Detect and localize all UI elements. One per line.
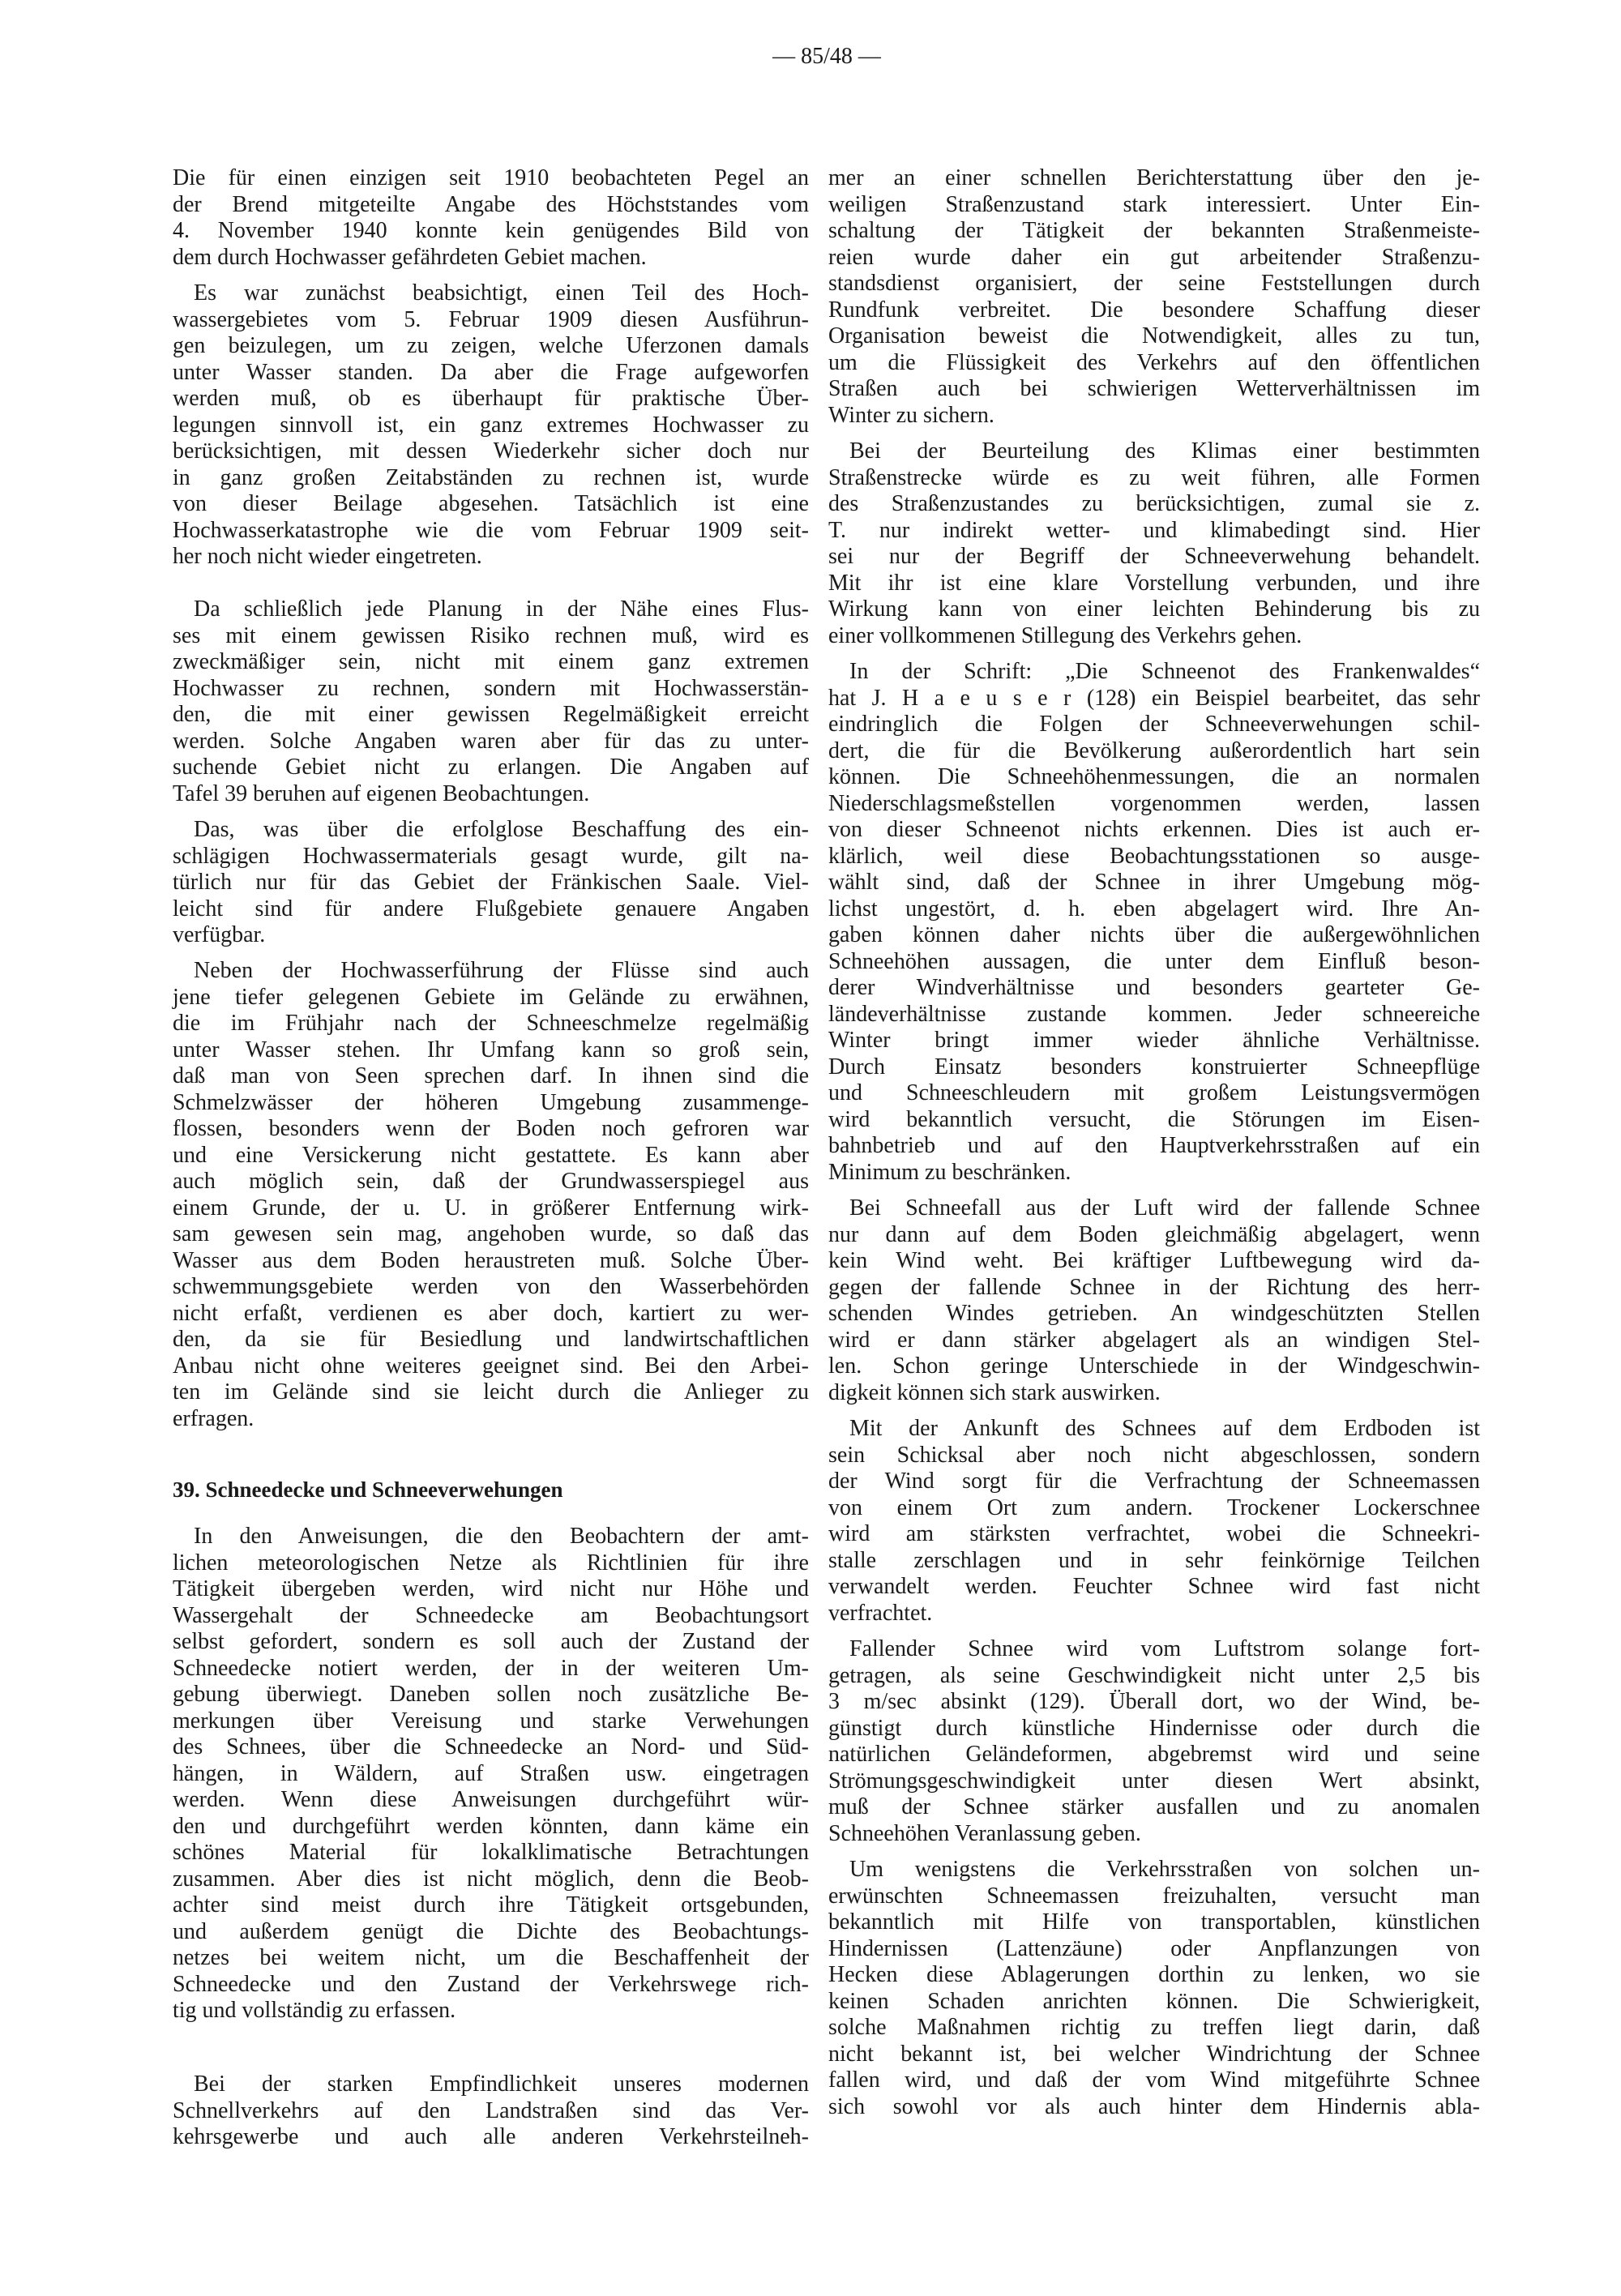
text-line: und eine Versickerung nicht gestattete. Es kann aber [173,1142,809,1168]
paragraph [828,659,1480,1186]
text-line: des Schnees, über die Schneedecke an Nord- und Süd- [173,1734,809,1759]
text-line: getragen, als seine Geschwindigkeit nicht unter 2,5 bis [828,1662,1480,1688]
text-line: unter Wasser stehen. Ihr Umfang kann so groß sein, [173,1037,809,1062]
text-line: schaltung der Tätigkeit der bekannten Straßenmeiste- [828,218,1480,243]
text-line: Um wenigstens die Verkehrsstraßen von solchen un- [849,1857,1480,1882]
text-line: In der Schrift: „Die Schneenot des Frankenwaldes“ [849,659,1480,684]
text-line: flossen, besonders wenn der Boden noch gefroren war [173,1116,809,1141]
text-line: lichst ungestört, d. h. eben abgelagert wird. Ihre An- [828,896,1480,921]
text-line: Durch Einsatz besonders konstruierter Schneepflüge [828,1054,1480,1080]
text-line: einer vollkommenen Stillegung des Verkehrs gehen. [828,622,1302,648]
text-line: um die Flüssigkeit des Verkehrs auf den öffentlichen [828,349,1480,375]
text-line: ses mit einem gewissen Risiko rechnen muß, wird es [173,622,809,648]
paragraph [828,1195,1480,1406]
text-line: zweckmäßiger sein, nicht mit einem ganz extremen [173,649,809,674]
text-line: von dieser Schneenot nichts erkennen. Dies ist auch er- [828,817,1480,842]
text-line: jene tiefer gelegenen Gebiete im Gelände zu erwähnen, [173,984,809,1010]
text-line: wird er dann stärker abgelagert als an windigen Stel- [828,1327,1480,1353]
text-line: standsdienst organisiert, der seine Feststellungen durch [828,271,1480,296]
text-line: Mit der Ankunft des Schnees auf dem Erdboden ist [849,1416,1480,1441]
text-line: sam gewesen sein mag, angehoben wurde, so daß das [173,1221,809,1246]
text-line: bahnbetrieb und auf den Hauptverkehrsstraßen auf ein [828,1133,1480,1158]
text-line: hat J. H a e u s e r (128) ein Beispiel bearbeitet, das sehr [828,685,1480,711]
text-line: auch möglich sein, daß der Grundwasserspiegel aus [173,1169,809,1194]
text-line: Neben der Hochwasserführung der Flüsse sind auch [194,958,809,983]
text-line: Schmelzwässer der höheren Umgebung zusammenge- [173,1089,809,1115]
text-line: einem Grunde, der u. U. in größerer Entfernung wirk- [173,1195,809,1221]
text-line: den und durchgeführt werden könnten, dann käme ein [173,1813,809,1839]
text-line: Schnellverkehrs auf den Landstraßen sind das Ver- [173,2097,809,2123]
text-line: schönes Material für lokalklimatische Betrachtungen [173,1840,809,1865]
text-line: fallen wird, und daß der vom Wind mitgeführte Schnee [828,2067,1480,2093]
text-line: in ganz großen Zeitabständen zu rechnen ist, wurde [173,464,809,490]
text-line: klärlich, weil diese Beobachtungsstationen so ausge- [828,843,1480,869]
paragraph [828,1857,1480,2120]
text-line: selbst gefordert, sondern es soll auch der Zustand der [173,1629,809,1654]
text-line: schlägigen Hochwassermaterials gesagt wurde, gilt na- [173,843,809,869]
text-line: erfragen. [173,1405,254,1431]
text-line: Da schließlich jede Planung in der Nähe eines Flus- [194,596,809,622]
text-line: die im Frühjahr nach der Schneeschmelze regelmäßig [173,1011,809,1036]
text-line: verfügbar. [173,922,266,947]
text-line: kein Wind weht. Bei kräftiger Luftbewegung wird da- [828,1248,1480,1273]
text-line: Straßenstrecke würde es zu weit führen, alle Formen [828,464,1480,490]
text-line: lichen meteorologischen Netze als Richtlinien für ihre [173,1550,809,1576]
text-line: legungen sinnvoll ist, ein ganz extremes Hochwasser zu [173,412,809,438]
text-line: solche Maßnahmen richtig zu treffen liegt darin, daß [828,2015,1480,2040]
paragraph [173,958,809,1432]
text-line: können. Die Schneehöhenmessungen, die an normalen [828,764,1480,789]
text-line: werden. Wenn diese Anweisungen durchgeführt wür- [173,1787,809,1812]
text-line: Wassergehalt der Schneedecke am Beobachtungsort [173,1602,809,1628]
text-line: Strömungsgeschwindigkeit unter diesen Wert absinkt, [828,1768,1480,1794]
text-line: wählt sind, daß der Schnee in ihrer Umgebung mög- [828,870,1480,895]
text-line: und Schneeschleudern mit großem Leistungsvermögen [828,1080,1480,1105]
text-line: Fallender Schnee wird vom Luftstrom solange fort- [849,1636,1480,1661]
text-line: türlich nur für das Gebiet der Fränkischen Saale. Viel- [173,870,809,895]
text-line: Rundfunk verbreitet. Die besondere Schaffung dieser [828,297,1480,323]
text-line: Bei der starken Empfindlichkeit unseres modernen [194,2072,809,2097]
text-line: Die für einen einzigen seit 1910 beobachteten Pegel an [173,165,809,190]
text-line: dert, die für die Bevölkerung außerordentlich hart sein [828,738,1480,763]
text-line: Tafel 39 beruhen auf eigenen Beobachtungen. [173,780,590,806]
text-line: Schneedecke notiert werden, der in der weiteren Um- [173,1655,809,1681]
text-line: Organisation beweist die Notwendigkeit, alles zu tun, [828,323,1480,348]
text-line: schenden Windes getrieben. An windgeschützten Stellen [828,1301,1480,1326]
text-line: reien wurde daher ein gut arbeitender Straßenzu- [828,244,1480,270]
paragraph [828,1636,1480,1847]
text-line: verwandelt werden. Feuchter Schnee wird fast nicht [828,1574,1480,1599]
text-line: Hindernissen (Lattenzäune) oder Anpflanzungen von [828,1935,1480,1961]
text-line: von einem Ort zum andern. Trockener Lockerschnee [828,1494,1480,1520]
text-line: nur dann auf dem Boden gleichmäßig abgelagert, wenn [828,1221,1480,1247]
text-line: ten im Gelände sind sie leicht durch die Anlieger zu [173,1379,809,1405]
text-line: wassergebietes vom 5. Februar 1909 diesen Ausführun- [173,306,809,332]
text-line: In den Anweisungen, die den Beobachtern der amt- [194,1524,809,1549]
text-line: 3 m/sec absinkt (129). Überall dort, wo der Wind, be- [828,1689,1480,1714]
text-line: Wasser aus dem Boden heraustreten muß. Solche Über- [173,1247,809,1273]
text-line: Winter zu sichern. [828,402,994,428]
text-line: Bei Schneefall aus der Luft wird der fallende Schnee [849,1195,1480,1221]
text-line: merkungen über Vereisung und starke Verwehungen [173,1708,809,1734]
text-line: T. nur indirekt wetter- und klimabedingt sind. Hier [828,517,1480,543]
text-line: unter Wasser standen. Da aber die Frage aufgeworfen [173,359,809,385]
text-line: keinen Schaden anrichten können. Die Schwierigkeit, [828,1988,1480,2014]
text-line: berücksichtigen, mit dessen Wiederkehr sicher doch nur [173,438,809,464]
text-line: gebung überwiegt. Daneben sollen noch zusätzliche Be- [173,1682,809,1707]
text-line: Schneehöhen aussagen, die unter dem Einfluß beson- [828,948,1480,974]
text-line: 4. November 1940 konnte kein genügendes Bild von [173,218,809,243]
text-line: stalle zerschlagen und in sehr feinkörnige Teilchen [828,1547,1480,1573]
paragraph [173,280,809,571]
text-line: des Straßenzustandes zu berücksichtigen, zumal sie z. [828,491,1480,516]
text-line: kehrsgewerbe und auch alle anderen Verkehrsteilneh- [173,2124,809,2149]
text-line: eindringlich die Folgen der Schneeverwehungen schil- [828,712,1480,737]
text-line: gaben können daher nichts über die außergewöhnlichen [828,922,1480,947]
text-line: Anbau nicht ohne weiteres geeignet sind. Bei den Arbei- [173,1353,809,1379]
paragraph [828,165,1480,429]
paragraph [828,1416,1480,1627]
text-line: achter sind meist durch ihre Tätigkeit ortsgebunden, [173,1892,809,1918]
text-line: Es war zunächst beabsichtigt, einen Teil des Hoch- [194,280,809,306]
text-line: schwemmungsgebiete werden von den Wasserbehörden [173,1274,809,1299]
text-line: derer Windverhältnisse und besonders gearteter Ge- [828,975,1480,1000]
text-line: her noch nicht wieder eingetreten. [173,544,482,569]
text-line: Niederschlagsmeßstellen vorgenommen werden, lassen [828,790,1480,816]
paragraph [173,817,809,949]
text-line: nicht erfaßt, verdienen es aber doch, kartiert zu wer- [173,1300,809,1326]
text-line: dem durch Hochwasser gefährdeten Gebiet machen. [173,244,647,270]
text-line: natürlichen Geländeformen, abgebremst wird und seine [828,1742,1480,1767]
text-line: werden muß, ob es überhaupt für praktische Über- [173,386,809,411]
text-line: Wirkung kann von einer leichten Behinderung bis zu [828,596,1480,622]
text-line: Schneedecke und den Zustand der Verkehrswege rich- [173,1971,809,1997]
text-line: netzes bei weitem nicht, um die Beschaffenheit der [173,1945,809,1970]
text-line: wird am stärksten verfrachtet, wobei die Schneekri- [828,1521,1480,1546]
text-line: weiligen Straßenzustand stark interessiert. Unter Ein- [828,191,1480,217]
text-line: gen beizulegen, um zu zeigen, welche Uferzonen damals [173,333,809,358]
text-line: günstigt durch künstliche Hindernisse oder durch die [828,1715,1480,1741]
text-line: den, die mit einer gewissen Regelmäßigkeit erreicht [173,702,809,727]
text-line: Bei der Beurteilung des Klimas einer bestimmten [849,438,1480,464]
text-line: tig und vollständig zu erfassen. [173,1998,456,2023]
text-line: Winter bringt immer wieder ähnliche Verhältnisse. [828,1028,1480,1053]
text-line: wird bekanntlich versucht, die Störungen im Eisen- [828,1106,1480,1132]
text-line: nicht bekannt ist, bei welcher Windrichtung der Schnee [828,2041,1480,2067]
text-line: sein Schicksal aber noch nicht abgeschlossen, sondern [828,1442,1480,1468]
text-line: den, da sie für Besiedlung und landwirtschaftlichen [173,1327,809,1352]
paragraph [828,438,1480,649]
text-line: digkeit können sich stark auswirken. [828,1379,1161,1405]
text-line: leicht sind für andere Flußgebiete genauere Angaben [173,896,809,921]
paragraph [173,2072,809,2151]
text-line: der Brend mitgeteilte Angabe des Höchststandes vom [173,191,809,217]
text-line: der Wind sorgt für die Verfrachtung der Schneemassen [828,1469,1480,1494]
text-line: werden. Solche Angaben waren aber für das zu unter- [173,728,809,754]
text-line: verfrachtet. [828,1600,933,1626]
text-line: hängen, in Wäldern, auf Straßen usw. eingetragen [173,1760,809,1786]
text-line: von dieser Beilage abgesehen. Tatsächlich ist eine [173,491,809,516]
text-line: erwünschten Schneemassen freizuhalten, versucht man [828,1883,1480,1909]
paragraph [173,596,809,807]
page-number: — 85/48 — [772,44,881,69]
text-line: und außerdem genügt die Dichte des Beobachtungs- [173,1918,809,1944]
text-line: Straßen auch bei schwierigen Wetterverhältnissen im [828,376,1480,401]
text-line: Hochwasserkatastrophe wie die vom Februar 1909 seit- [173,517,809,543]
text-line: ländeverhältnisse zustande kommen. Jeder schneereiche [828,1001,1480,1027]
text-line: sei nur der Begriff der Schneeverwehung behandelt. [828,544,1480,569]
text-line: Hecken diese Ablagerungen dorthin zu lenken, wo sie [828,1962,1480,1987]
text-line: mer an einer schnellen Berichterstattung über den je- [828,165,1480,190]
paragraph [173,165,809,271]
text-line: gegen der fallende Schnee in der Richtung des herr- [828,1274,1480,1300]
text-line: bekanntlich mit Hilfe von transportablen, künstlichen [828,1909,1480,1935]
text-line: Schneehöhen Veranlassung geben. [828,1820,1141,1846]
text-line: daß man von Seen sprechen darf. In ihnen sind die [173,1063,809,1088]
paragraph [173,1524,809,2024]
text-line: Minimum zu beschränken. [828,1159,1071,1185]
text-line: len. Schon geringe Unterschiede in der Windgeschwin- [828,1353,1480,1379]
text-line: Mit ihr ist eine klare Vorstellung verbunden, und ihre [828,570,1480,596]
text-line: suchende Gebiet nicht zu erlangen. Die Angaben auf [173,755,809,780]
section-heading: 39. Schneedecke und Schneeverwehungen [173,1477,563,1502]
text-line: muß der Schnee stärker ausfallen und zu anomalen [828,1794,1480,1819]
text-line: Tätigkeit übergeben werden, wird nicht nur Höhe und [173,1576,809,1601]
text-line: zusammen. Aber dies ist nicht möglich, denn die Beob- [173,1866,809,1892]
text-line: Hochwasser zu rechnen, sondern mit Hochwasserstän- [173,675,809,701]
text-line: Das, was über die erfolglose Beschaffung des ein- [194,817,809,842]
text-line: sich sowohl vor als auch hinter dem Hindernis abla- [828,2093,1480,2119]
